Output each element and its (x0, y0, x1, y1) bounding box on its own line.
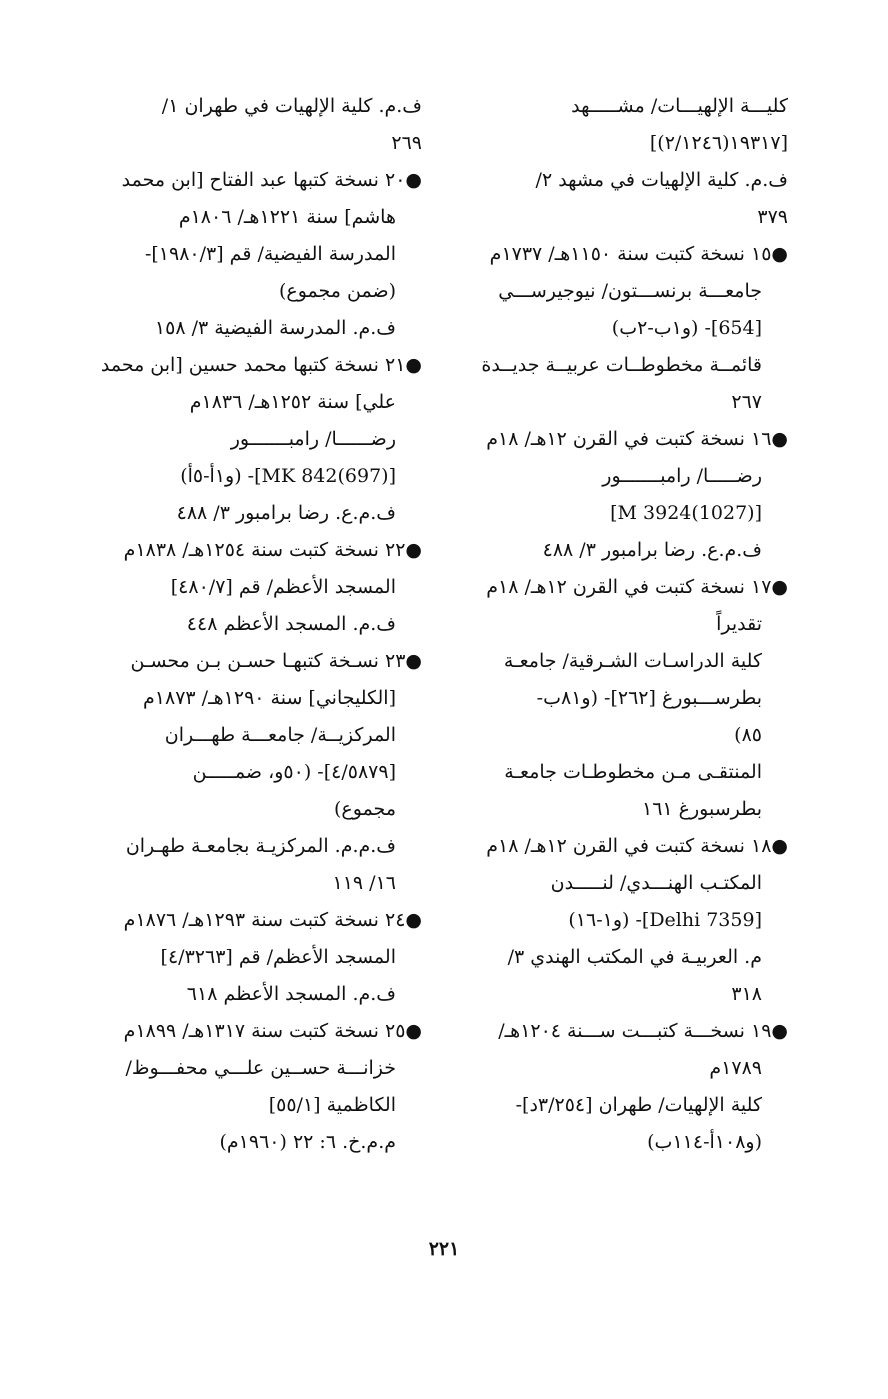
entry-line: مجموع) (334, 798, 396, 820)
entry-line: ١٦/ ١١٩ (332, 872, 396, 894)
entry-line: المنتقـى مـن مخطوطـات جامعـة (504, 761, 762, 783)
entry-line: تقديراً (716, 613, 762, 635)
entry-line: [الكليجاني] سنة ١٢٩٠هـ/ ١٨٧٣م (143, 687, 396, 709)
entry-line: (ضمن مجموع) (278, 280, 396, 302)
catalog-entry (92, 347, 422, 532)
entry-line: ف.م. كلية الإلهيات في طهران ١/ (161, 95, 422, 117)
entry-line: ٨٥) (734, 724, 762, 746)
entry-line: كليـــة الإلهيـــات/ مشـــــهد (571, 95, 788, 117)
entry-line: ●١٦ نسخة كتبت في القرن ١٢هـ/ ١٨م (486, 428, 788, 450)
entry-line: علي] سنة ١٢٥٢هـ/ ١٨٣٦م (189, 391, 396, 413)
entry-line: ١٧٨٩م (709, 1057, 762, 1079)
entry-line: م.م.خ. ٦: ٢٢ (١٩٦٠م) (219, 1131, 396, 1153)
entry-line: ٣٧٩ (757, 206, 788, 228)
entry-line: ●٢٣ نسـخة كتبهـا حسـن بـن محسـن (130, 650, 422, 672)
entry-line: ٣١٨ (731, 983, 762, 1005)
entry-line: [(697)842 MK]- (و١أ-٥أ) (180, 465, 396, 487)
entry-line: الكاظمية [٥٥/١] (268, 1094, 396, 1116)
entry-line: [Delhi 7359]- (و١-١٦) (568, 909, 762, 931)
entry-line: جامعـــة برنســـتون/ نيوجيرســـي (498, 280, 762, 302)
entry-line: [654]- (و١ب-٢ب) (611, 317, 762, 339)
entry-line: المسجد الأعظم/ قم [٤/٣٢٦٣] (160, 946, 396, 968)
page-number: ٢٢١ (428, 1238, 460, 1260)
entry-line: ●١٨ نسخة كتبت في القرن ١٢هـ/ ١٨م (486, 835, 788, 857)
entry-line: ●٢١ نسخة كتبها محمد حسين [ابن محمد (100, 354, 422, 376)
catalog-entry (92, 88, 422, 162)
entry-line: بطرســـبورغ [٢٦٢]- (و٨١ب- (536, 687, 762, 709)
entry-line: المركزيــة/ جامعـــة طهـــران (164, 724, 396, 746)
left-column (92, 88, 422, 1161)
catalog-entry (481, 236, 788, 421)
entry-line: ف.م. المدرسة الفيضية ٣/ ١٥٨ (154, 317, 396, 339)
entry-line: ٢٦٩ (391, 132, 422, 154)
entry-line: م. العربيـة في المكتب الهندي ٣/ (507, 946, 762, 968)
catalog-entry (488, 1013, 788, 1161)
entry-line: خزانـــة حســين علـــي محفـــوظ/ (125, 1057, 396, 1079)
entry-line: ●١٥ نسخة كتبت سنة ١١٥٠هـ/ ١٧٣٧م (489, 243, 788, 265)
entry-line: بطرسبورغ ١٦١ (641, 798, 762, 820)
entry-line: قائمــة مخطوطــات عربيــة جديــدة (481, 354, 762, 376)
entry-line: ●٢٢ نسخة كتبت سنة ١٢٥٤هـ/ ١٨٣٨م (123, 539, 422, 561)
entry-line: ●٢٤ نسخة كتبت سنة ١٢٩٣هـ/ ١٨٧٦م (123, 909, 422, 931)
catalog-entry (488, 828, 788, 1013)
entry-line: المدرسة الفيضية/ قم [١٩٨٠/٣]- (144, 243, 396, 265)
entry-line: ف.م. المسجد الأعظم ٦١٨ (186, 983, 396, 1005)
entry-line: [٤/٥٨٧٩]- (٥٠و، ضمـــــن (192, 761, 396, 783)
entry-line: هاشم] سنة ١٢٢١هـ/ ١٨٠٦م (178, 206, 396, 228)
catalog-entry (92, 1013, 422, 1161)
entry-line: كلية الدراسـات الشـرقية/ جامعـة (503, 650, 762, 672)
catalog-entry (488, 88, 788, 236)
entry-line: ف.م.م. المركزيـة بجامعـة طهـران (125, 835, 396, 857)
catalog-entry (92, 532, 422, 643)
entry-line: كلية الإلهيات/ طهران [٣/٢٥٤د]- (515, 1094, 762, 1116)
entry-line: المسجد الأعظم/ قم [٤٨٠/٧] (170, 576, 396, 598)
entry-line: [(1027)3924 M] (610, 502, 762, 524)
entry-line: ف.م. كلية الإلهيات في مشهد ٢/ (535, 169, 788, 191)
catalog-entry (92, 902, 422, 1013)
catalog-entry (488, 421, 788, 569)
entry-line: ●٢٠ نسخة كتبها عبد الفتاح [ابن محمد (121, 169, 422, 191)
entry-line: ف.م. المسجد الأعظم ٤٤٨ (186, 613, 396, 635)
entry-line: [١٩٣١٧(٢/١٢٤٦)] (649, 132, 788, 154)
entry-line: (و١٠٨أ-١١٤ب) (647, 1131, 762, 1153)
right-column (481, 88, 788, 1161)
entry-line: المكتـب الهنـــدي/ لنـــــدن (550, 872, 762, 894)
catalog-entry (92, 162, 422, 347)
entry-line: ف.م.ع. رضا برامبور ٣/ ٤٨٨ (176, 502, 396, 524)
entry-line: ف.م.ع. رضا برامبور ٣/ ٤٨٨ (542, 539, 762, 561)
entry-line: ٢٦٧ (731, 391, 762, 413)
catalog-entry (92, 643, 422, 902)
entry-line: رضـــــا/ رامبـــــــور (602, 465, 762, 487)
entry-line: ●١٩ نسخـــة كتبـــت ســـنة ١٢٠٤هـ/ (498, 1020, 788, 1042)
entry-line: ●٢٥ نسخة كتبت سنة ١٣١٧هـ/ ١٨٩٩م (123, 1020, 422, 1042)
entry-line: ●١٧ نسخة كتبت في القرن ١٢هـ/ ١٨م (486, 576, 788, 598)
entry-line: رضــــــا/ رامبـــــــور (230, 428, 396, 450)
catalog-entry (488, 569, 788, 828)
